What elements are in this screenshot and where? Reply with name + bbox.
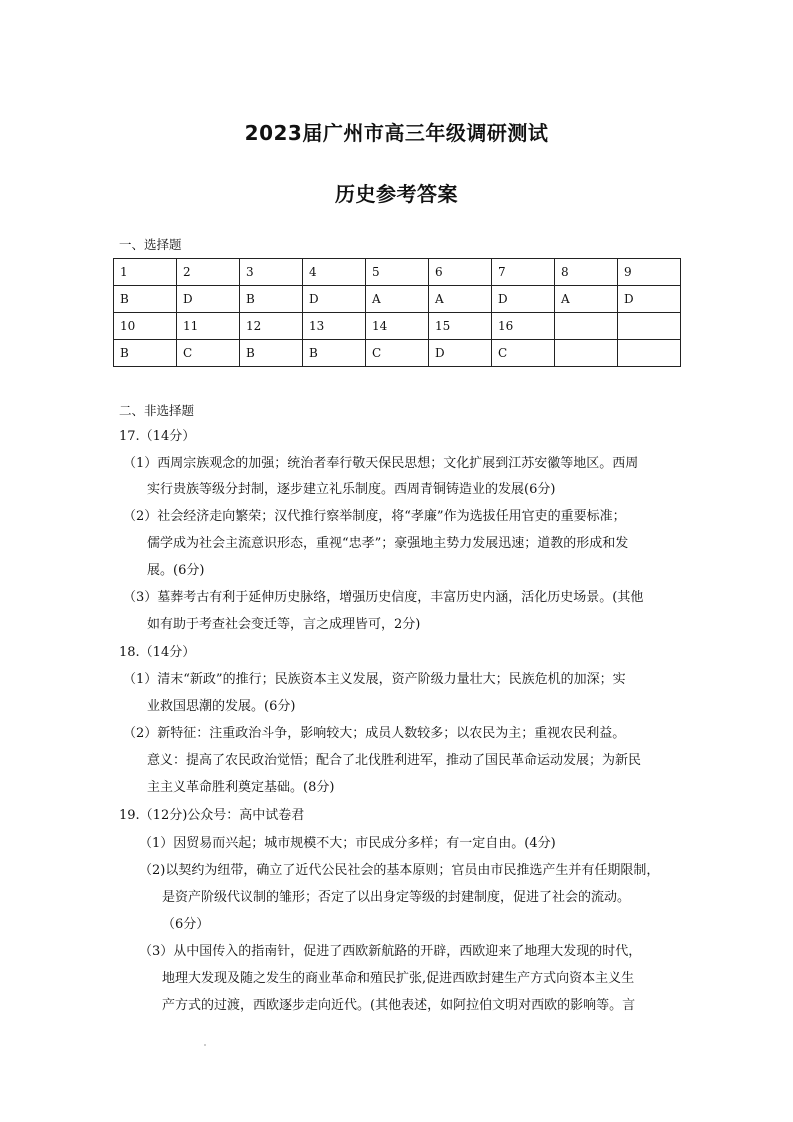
page-title: 2023届广州市高三年级调研测试 — [244, 121, 549, 145]
table-cell — [555, 340, 618, 367]
q17-part1-line2: 实行贵族等级分封制，逐步建立礼乐制度。西周青铜铸造业的发展(6分) — [147, 482, 556, 497]
section-heading-nonchoice: 二、非选择题 — [119, 403, 195, 418]
q17-part1-line1: （1）西周宗族观念的加强；统治者奉行敬天保民思想；文化扩展到江苏安徽等地区。西周 — [123, 456, 639, 471]
table-cell: C — [492, 340, 555, 367]
table-cell: 15 — [429, 313, 492, 340]
answer-row — [114, 340, 681, 367]
table-cell: 2 — [177, 259, 240, 286]
q19-part1-line1: （1）因贸易而兴起；城市规模不大；市民成分多样；有一定自由。(4分) — [139, 836, 556, 851]
page-subtitle: 历史参考答案 — [335, 182, 458, 206]
table-cell: 9 — [618, 259, 681, 286]
table-cell: D — [618, 286, 681, 313]
q18-part2-line1: （2）新特征：注重政治斗争，影响较大；成员人数较多；以农民为主；重视农民利益。 — [123, 726, 626, 741]
table-cell: 10 — [114, 313, 177, 340]
table-cell: 6 — [429, 259, 492, 286]
table-cell: A — [555, 286, 618, 313]
q19-part3-line3: 产方式的过渡，西欧逐步走向近代。(其他表述，如阿拉伯文明对西欧的影响等。言 — [162, 998, 636, 1013]
table-cell: D — [492, 286, 555, 313]
q19-part2-line2: 是资产阶级代议制的雏形；否定了以出身定等级的封建制度，促进了社会的流动。 — [162, 890, 631, 905]
table-cell: 13 — [303, 313, 366, 340]
table-cell: 5 — [366, 259, 429, 286]
q19-part3-line1: （3）从中国传入的指南针，促进了西欧新航路的开辟，西欧迎来了地理大发现的时代， — [139, 944, 642, 959]
q19-heading: 19.（12分)公众号：高中试卷君 — [119, 808, 305, 823]
q18-part2-line3: 主主义革命胜利奠定基础。(8分) — [147, 780, 335, 795]
table-cell: C — [177, 340, 240, 367]
question-number-row — [114, 313, 681, 340]
q19-part2-line1: （2)以契约为纽带，确立了近代公民社会的基本原则；官员由市民推选产生并有任期限制， — [139, 863, 660, 878]
section-heading-choice: 一、选择题 — [119, 237, 182, 252]
table-cell: D — [177, 286, 240, 313]
q17-part3-line2: 如有助于考查社会变迁等，言之成理皆可，2分) — [147, 617, 421, 632]
table-cell: 14 — [366, 313, 429, 340]
q17-part2-line3: 展。(6分) — [147, 563, 205, 578]
table-cell: B — [240, 340, 303, 367]
table-cell: D — [429, 340, 492, 367]
q19-part2-line3: （6分） — [162, 917, 210, 932]
table-cell: B — [303, 340, 366, 367]
table-cell: B — [240, 286, 303, 313]
table-cell: 12 — [240, 313, 303, 340]
table-cell: 7 — [492, 259, 555, 286]
table-cell: B — [114, 340, 177, 367]
q18-part1-line2: 业救国思潮的发展。(6分) — [147, 699, 296, 714]
table-cell: 4 — [303, 259, 366, 286]
q17-part3-line1: （3）墓葬考古有利于延伸历史脉络，增强历史信度，丰富历史内涵，活化历史场景。(其他 — [123, 590, 644, 605]
q17-heading: 17.（14分） — [119, 429, 196, 444]
table-cell: 3 — [240, 259, 303, 286]
q18-part2-line2: 意义：提高了农民政治觉悟；配合了北伐胜利进军，推动了国民革命运动发展；为新民 — [147, 753, 642, 768]
q19-part3-line2: 地理大发现及随之发生的商业革命和殖民扩张,促进西欧封建生产方式向资本主义生 — [162, 971, 635, 986]
question-number-row — [114, 259, 681, 286]
table-cell: A — [366, 286, 429, 313]
q18-heading: 18.（14分） — [119, 645, 196, 660]
table-cell — [555, 313, 618, 340]
table-cell: D — [303, 286, 366, 313]
table-cell: 8 — [555, 259, 618, 286]
table-cell: 16 — [492, 313, 555, 340]
q17-part2-line2: 儒学成为社会主流意识形态，重视“忠孝”；豪强地主势力发展迅速；道教的形成和发 — [147, 536, 629, 551]
answer-table — [113, 258, 681, 367]
table-cell: 11 — [177, 313, 240, 340]
scan-dot — [204, 1044, 206, 1046]
table-cell: 1 — [114, 259, 177, 286]
q17-part2-line1: （2）社会经济走向繁荣；汉代推行察举制度，将“孝廉”作为选拔任用官吏的重要标准； — [123, 509, 626, 524]
table-cell: C — [366, 340, 429, 367]
table-cell: B — [114, 286, 177, 313]
answer-row — [114, 286, 681, 313]
table-cell — [618, 340, 681, 367]
table-cell: A — [429, 286, 492, 313]
table-cell — [618, 313, 681, 340]
q18-part1-line1: （1）清末“新政”的推行；民族资本主义发展，资产阶级力量壮大；民族危机的加深；实 — [123, 672, 626, 687]
